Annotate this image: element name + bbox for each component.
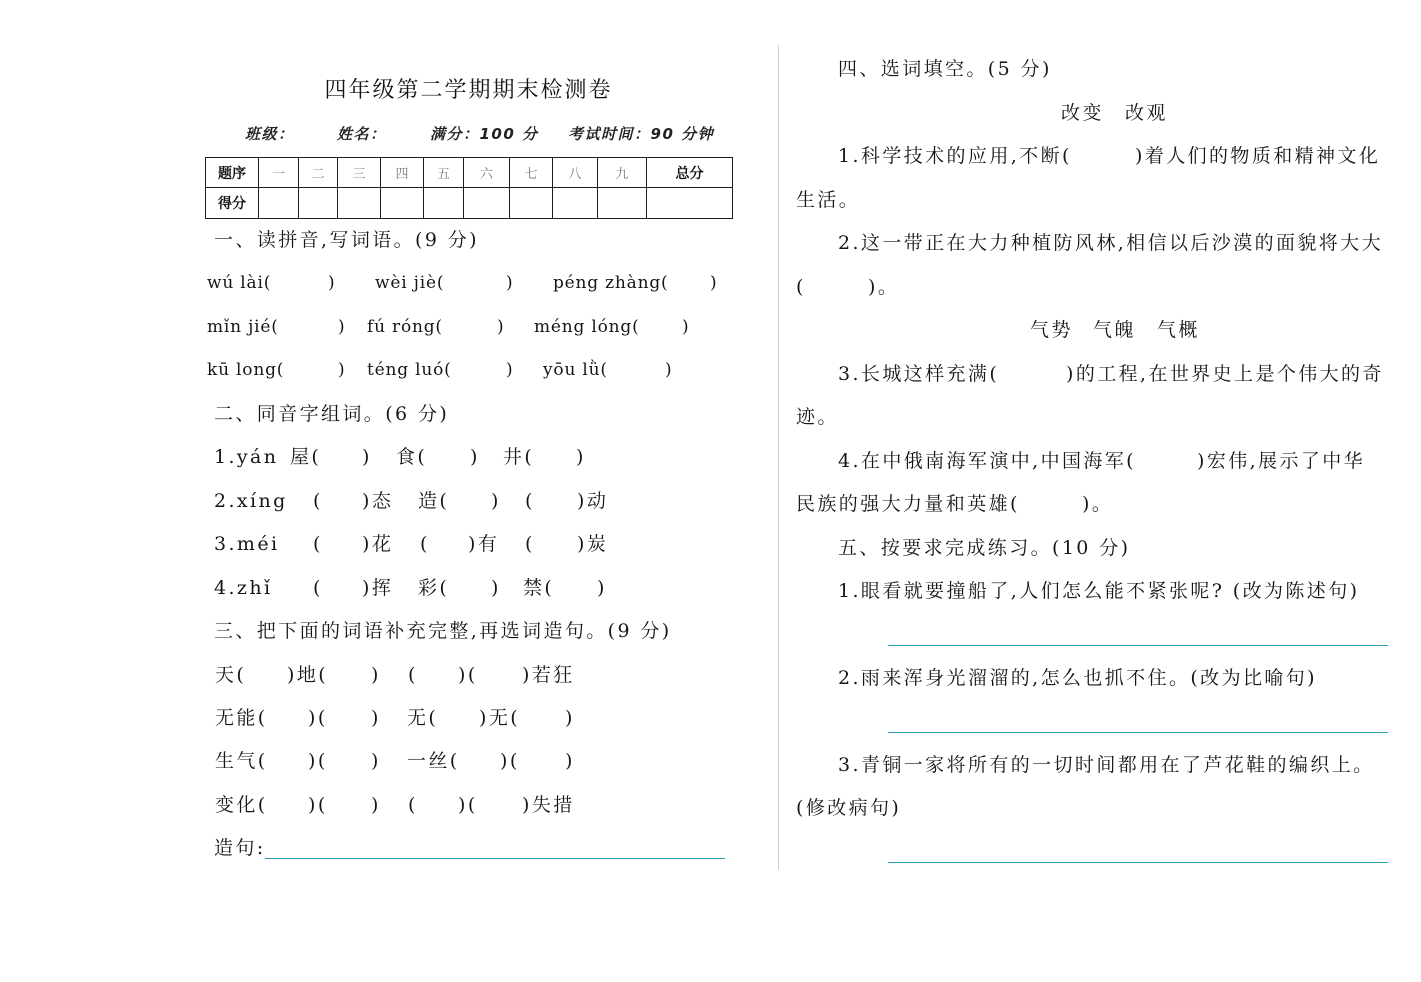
paren-close: ) (328, 273, 336, 293)
blank-segment: )有 (468, 533, 500, 555)
score-table (205, 157, 733, 219)
column-header: 二 (299, 158, 338, 188)
word-choice: 改变 (1061, 102, 1104, 124)
score-cell (553, 188, 598, 219)
question-text: ( (796, 276, 806, 298)
question-text: )的工程,在世界史上是个伟大的奇 (1066, 363, 1384, 385)
blank-segment: 屋( (290, 446, 322, 468)
section3-heading: 三、把下面的词语补充完整,再选词造句。(9 分) (214, 620, 672, 642)
score-cell (464, 188, 510, 219)
column-header-total: 总分 (647, 158, 733, 188)
score-cell (381, 188, 424, 219)
pinyin-prompt: méng lóng( (534, 317, 640, 337)
score-cell (338, 188, 381, 219)
blank-segment: 井( (503, 446, 535, 468)
score-cell (424, 188, 464, 219)
homophone-prompt: 2.xíng (214, 490, 288, 512)
idiom-segment: )无( (479, 707, 521, 729)
row-header-score: 得分 (206, 188, 259, 219)
idiom-segment: )( (308, 794, 328, 816)
idiom-segment: ( (408, 794, 418, 816)
question-text: 2.这一带正在大力种植防风林,相信以后沙漠的面貌将大大 (838, 232, 1383, 254)
idiom-segment: )( (458, 664, 478, 686)
table-row (206, 158, 733, 188)
column-header: 九 (598, 158, 647, 188)
idiom-segment: ( (408, 664, 418, 686)
blank-segment: )花 (362, 533, 394, 555)
question-text: )着人们的物质和精神文化 (1135, 145, 1381, 167)
pinyin-prompt: téng luó( (367, 360, 452, 380)
column-divider (778, 45, 779, 870)
table-row (206, 188, 733, 219)
section2-heading: 二、同音字组词。(6 分) (214, 403, 450, 425)
blank-segment: )动 (577, 490, 609, 512)
class-label: 班级： (245, 125, 295, 143)
score-cell (598, 188, 647, 219)
blank-segment: 食( (396, 446, 428, 468)
answer-line (888, 732, 1388, 733)
idiom-segment: ) (371, 794, 381, 816)
idiom-segment: 变化( (215, 794, 268, 816)
blank-segment: ) (470, 446, 480, 468)
paren-close: ) (338, 317, 346, 337)
question-text: 3.青铜一家将所有的一切时间都用在了芦花鞋的编织上。 (838, 754, 1375, 776)
homophone-prompt: 1.yán (214, 446, 279, 468)
pinyin-prompt: wú lài( (207, 273, 272, 293)
name-label: 姓名： (337, 125, 387, 143)
blank-segment: ( (313, 490, 323, 512)
question-text: 1.科学技术的应用,不断( (838, 145, 1072, 167)
question-text: (修改病句) (796, 797, 902, 819)
idiom-segment: )地( (287, 664, 329, 686)
score-cell-total (647, 188, 733, 219)
section4-heading: 四、选词填空。(5 分) (838, 58, 1052, 80)
question-text: )宏伟,展示了中华 (1197, 450, 1366, 472)
idiom-segment: ) (371, 707, 381, 729)
question-text: 4.在中俄南海军演中,中国海军( (838, 450, 1136, 472)
blank-segment: 彩( (418, 577, 450, 599)
column-header: 八 (553, 158, 598, 188)
idiom-segment: )( (308, 750, 328, 772)
idiom-segment: )失措 (522, 794, 575, 816)
blank-segment: )挥 (362, 577, 394, 599)
section1-heading: 一、读拼音,写词语。(9 分) (214, 229, 479, 251)
blank-segment: )炭 (577, 533, 609, 555)
question-text: )。 (868, 276, 900, 298)
blank-segment: ( (420, 533, 430, 555)
homophone-prompt: 3.méi (214, 533, 280, 555)
word-choice: 气魄 (1093, 319, 1136, 341)
idiom-segment: ) (565, 750, 575, 772)
question-text: 3.长城这样充满( (838, 363, 1000, 385)
idiom-segment: 无能( (215, 707, 268, 729)
idiom-segment: ) (371, 664, 381, 686)
row-header-order: 题序 (206, 158, 259, 188)
blank-segment: ) (576, 446, 586, 468)
column-header: 六 (464, 158, 510, 188)
paren-close: ) (506, 273, 514, 293)
blank-segment: ) (362, 446, 372, 468)
paren-close: ) (710, 273, 718, 293)
idiom-segment: )( (500, 750, 520, 772)
exam-time: 考试时间：90 分钟 (568, 125, 715, 143)
full-score: 满分：100 分 (430, 125, 539, 143)
pinyin-prompt: fú róng( (367, 317, 443, 337)
blank-segment: ) (491, 577, 501, 599)
column-header: 四 (381, 158, 424, 188)
question-text: 迹。 (796, 406, 839, 428)
column-header: 七 (510, 158, 553, 188)
paren-close: ) (665, 360, 673, 380)
score-cell (259, 188, 299, 219)
question-text: 民族的强大力量和英雄( (796, 493, 1020, 515)
paren-close: ) (682, 317, 690, 337)
section5-heading: 五、按要求完成练习。(10 分) (838, 537, 1131, 559)
blank-segment: 禁( (523, 577, 555, 599)
score-cell (299, 188, 338, 219)
idiom-segment: )若狂 (522, 664, 575, 686)
pinyin-prompt: mǐn jié( (207, 317, 279, 337)
question-text: 生活。 (796, 189, 861, 211)
blank-segment: ) (597, 577, 607, 599)
blank-segment: )态 (362, 490, 394, 512)
paren-close: ) (338, 360, 346, 380)
pinyin-prompt: yōu lǜ( (543, 360, 608, 380)
blank-segment: ( (525, 490, 535, 512)
homophone-prompt: 4.zhǐ (214, 577, 273, 599)
answer-line (888, 862, 1388, 863)
idiom-segment: 天( (215, 664, 247, 686)
blank-segment: 造( (418, 490, 450, 512)
score-cell (510, 188, 553, 219)
blank-segment: ( (313, 533, 323, 555)
column-header: 五 (424, 158, 464, 188)
question-text: 2.雨来浑身光溜溜的,怎么也抓不住。(改为比喻句) (838, 667, 1317, 689)
pinyin-prompt: kū long( (207, 360, 285, 380)
answer-line (265, 858, 725, 859)
paren-close: ) (506, 360, 514, 380)
column-header: 一 (259, 158, 299, 188)
idiom-segment: 无( (407, 707, 439, 729)
question-text: 1.眼看就要撞船了,人们怎么能不紧张呢? (改为陈述句) (838, 580, 1360, 602)
paren-close: ) (497, 317, 505, 337)
pinyin-prompt: wèi jiè( (375, 273, 445, 293)
idiom-segment: )( (308, 707, 328, 729)
column-header: 三 (338, 158, 381, 188)
idiom-segment: )( (458, 794, 478, 816)
word-choice: 气概 (1157, 319, 1200, 341)
blank-segment: ( (313, 577, 323, 599)
answer-line (888, 645, 1388, 646)
blank-segment: ( (525, 533, 535, 555)
exam-title: 四年级第二学期期末检测卷 (324, 78, 613, 103)
blank-segment: ) (491, 490, 501, 512)
sentence-label: 造句: (214, 837, 266, 859)
word-choice: 气势 (1030, 319, 1073, 341)
question-text: )。 (1082, 493, 1114, 515)
idiom-segment: 一丝( (407, 750, 460, 772)
idiom-segment: 生气( (215, 750, 268, 772)
word-choice: 改观 (1125, 102, 1168, 124)
idiom-segment: ) (371, 750, 381, 772)
idiom-segment: ) (565, 707, 575, 729)
pinyin-prompt: péng zhàng( (553, 273, 669, 293)
